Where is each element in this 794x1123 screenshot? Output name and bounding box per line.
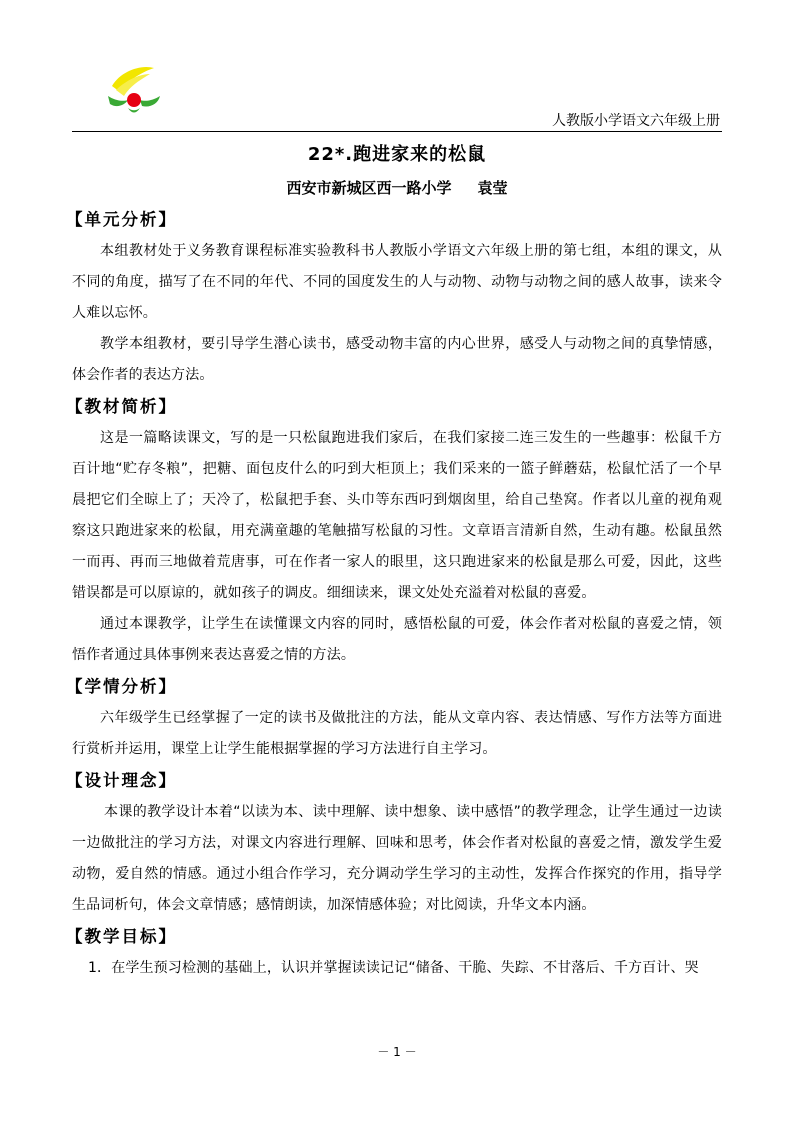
section-heading-learner-analysis: 【学情分析】: [66, 677, 177, 696]
school-logo-icon: [106, 66, 162, 116]
paragraph: 六年级学生已经掌握了一定的读书及做批注的方法，能从文章内容、表达情感、写作方法等方面进行赏析并运用，课堂上让学生能根据掌握的学习方法进行自主学习。: [72, 710, 722, 757]
list-item: 1．在学生预习检测的基础上，认识并掌握读读记记“储备、干脆、失踪、不甘落后、千方百计、哭: [88, 960, 699, 976]
page-title: 22*.跑进家来的松鼠: [307, 144, 487, 165]
textbook-header: 人教版小学语文六年级上册: [552, 113, 720, 129]
author-name: 袁莹: [477, 179, 508, 197]
paragraph: 这是一篇略读课文，写的是一只松鼠跑进我们家后，在我们家接二连三发生的一些趣事：松鼠千方百计地“贮存冬粮”，把糖、面包皮什么的叼到大柜顶上；我们采来的一篮子鲜蘑菇，松鼠忙活了一个早晨把它们全晾上了；天冷了，松鼠把手套、头巾等东西叼到烟囱里，给自己垫窝。作者以儿童的视角观察这只跑进家来的松鼠，用充满童趣的笔触描写松鼠的习性。文章语言清新自然，生动有趣。松鼠虽然一而再、再而三地做着荒唐事，可在作者一家人的眼里，这只跑进家来的松鼠是那么可爱，因此，这些错误都是可以原谅的，就如孩子的调皮。细细读来，课文处处充溢着对松鼠的喜爱。: [72, 430, 722, 601]
author-school: 西安市新城区西一路小学: [286, 179, 452, 197]
author-line: [0, 177, 794, 198]
section-heading-teaching-goals: 【教学目标】: [66, 927, 177, 946]
paragraph: 本课的教学设计本着“以读为本、读中理解、读中想象、读中感悟”的教学理念，让学生通过一边读一边做批注的学习方法，对课文内容进行理解、回味和思考，体会作者对松鼠的喜爱之情，激发学生爱动物，爱自然的情感。通过小组合作学习，充分调动学生学习的主动性，发挥合作探究的作用，指导学生品词析句，体会文章情感；感情朗读，加深情感体验；对比阅读，升华文本内涵。: [72, 804, 722, 913]
paragraph: 教学本组教材，要引导学生潜心读书，感受动物丰富的内心世界，感受人与动物之间的真挚情感，体会作者的表达方法。: [72, 336, 722, 383]
section-heading-unit-analysis: 【单元分析】: [66, 210, 177, 229]
paragraph: 通过本课教学，让学生在读懂课文内容的同时，感悟松鼠的可爱，体会作者对松鼠的喜爱之情，领悟作者通过具体事例来表达喜爱之情的方法。: [72, 616, 722, 663]
page-number: － 1 －: [377, 1045, 417, 1059]
document-body: [66, 204, 722, 984]
section-heading-material-analysis: 【教材简析】: [66, 397, 177, 416]
paragraph: 本组教材处于义务教育课程标准实验教科书人教版小学语文六年级上册的第七组，本组的课文，从不同的角度，描写了在不同的年代、不同的国度发生的人与动物、动物与动物之间的感人故事，读来令人难以忘怀。: [72, 243, 722, 321]
header-rule: [72, 131, 722, 132]
section-heading-design-concept: 【设计理念】: [66, 771, 177, 790]
